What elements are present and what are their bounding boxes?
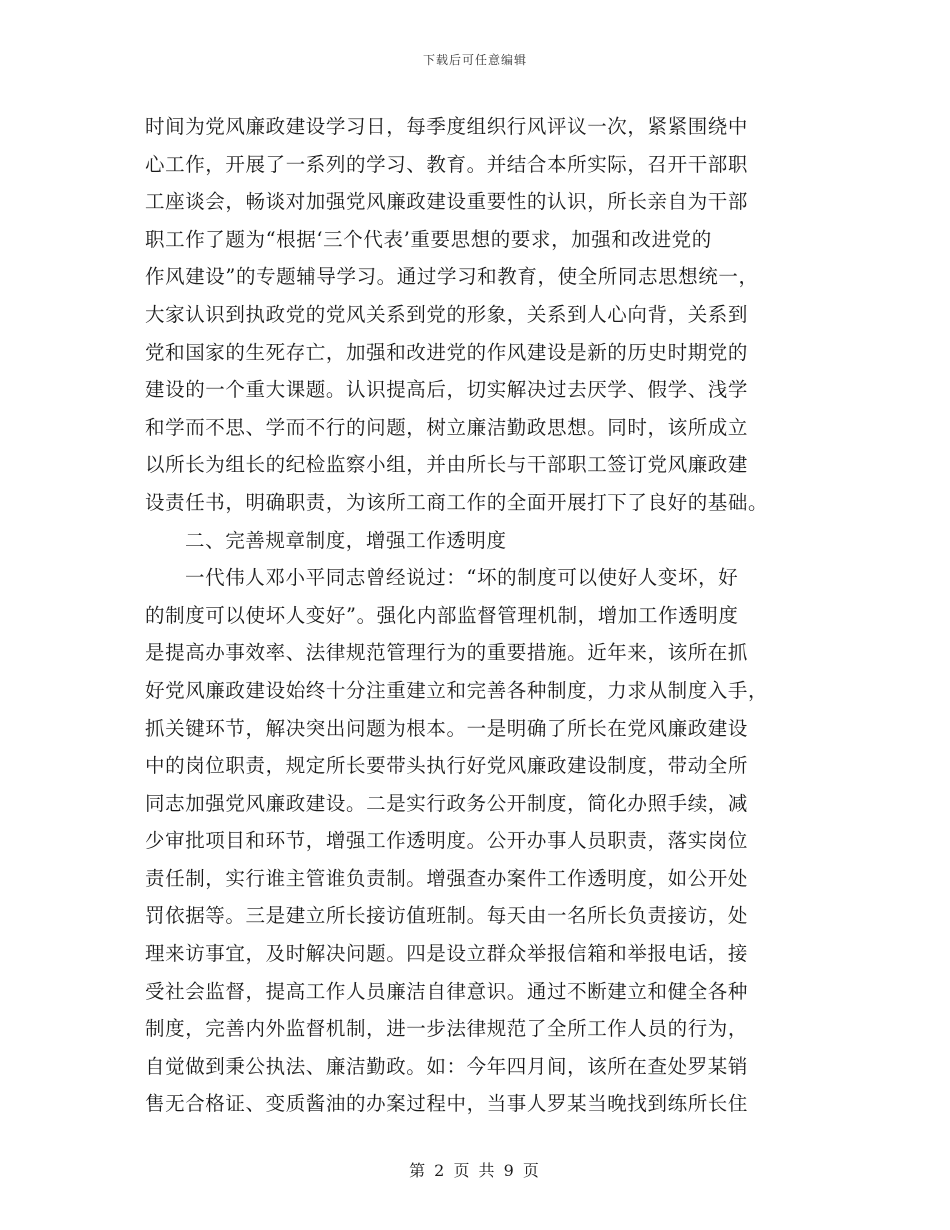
paragraph-line: 同志加强党风廉政建设。二是实行政务公开制度，简化办照手续，减	[145, 791, 749, 815]
paragraph-line: 理来访事宜，及时解决问题。四是设立群众举报信箱和举报电话，接	[145, 942, 749, 966]
paragraph-line: 是提高办事效率、法律规范管理行为的重要措施。近年来，该所在抓	[145, 641, 749, 665]
paragraph-line: 责任制，实行谁主管谁负责制。增强查办案件工作透明度，如公开处	[145, 866, 749, 890]
paragraph-line: 好党风廉政建设始终十分注重建立和完善各种制度，力求从制度入手，	[145, 678, 769, 702]
paragraph-line: 和学而不思、学而不行的问题，树立廉洁勤政思想。同时，该所成立	[145, 415, 749, 439]
paragraph-line: 建设的一个重大课题。认识提高后，切实解决过去厌学、假学、浅学	[145, 378, 749, 402]
paragraph-line: 心工作，开展了一系列的学习、教育。并结合本所实际，召开干部职	[145, 152, 749, 176]
paragraph-line: 中的岗位职责，规定所长要带头执行好党风廉政建设制度，带动全所	[145, 754, 749, 778]
paragraph-line: 的制度可以使坏人变好”。强化内部监督管理机制，增加工作透明度	[145, 603, 739, 627]
paragraph-line: 职工作了题为“根据‘三个代表’重要思想的要求，加强和改进党的	[145, 227, 712, 251]
paragraph-line: 售无合格证、变质酱油的办案过程中，当事人罗某当晚找到练所长住	[145, 1092, 749, 1116]
paragraph-line: 自觉做到秉公执法、廉洁勤政。如：今年四月间，该所在查处罗某销	[145, 1054, 749, 1078]
paragraph-line: 罚依据等。三是建立所长接访值班制。每天由一名所长负责接访，处	[145, 904, 749, 928]
paragraph-line: 一代伟人邓小平同志曾经说过：“坏的制度可以使好人变坏，好	[185, 566, 739, 590]
paragraph-line: 受社会监督，提高工作人员廉洁自律意识。通过不断建立和健全各种	[145, 979, 749, 1003]
page-number-footer: 第 2 页 共 9 页	[409, 1161, 541, 1180]
paragraph-line: 以所长为组长的纪检监察小组，并由所长与干部职工签订党风廉政建	[145, 453, 749, 477]
document-body	[145, 108, 805, 1123]
paragraph-line: 作风建设”的专题辅导学习。通过学习和教育，使全所同志思想统一，	[145, 265, 759, 289]
paragraph-line: 制度，完善内外监督机制，进一步法律规范了全所工作人员的行为，	[145, 1017, 749, 1041]
paragraph-line: 党和国家的生死存亡，加强和改进党的作风建设是新的历史时期党的	[145, 340, 749, 364]
paragraph-line: 设责任书，明确职责，为该所工商工作的全面开展打下了良好的基础。	[145, 490, 769, 514]
paragraph-line: 少审批项目和环节，增强工作透明度。公开办事人员职责，落实岗位	[145, 829, 749, 853]
page-header: 下载后可任意编辑	[422, 53, 527, 67]
paragraph-line: 抓关键环节，解决突出问题为根本。一是明确了所长在党风廉政建设	[145, 716, 749, 740]
section-heading: 二、完善规章制度，增强工作透明度	[185, 528, 507, 552]
paragraph-line: 时间为党风廉政建设学习日，每季度组织行风评议一次，紧紧围绕中	[145, 115, 749, 138]
paragraph-line: 大家认识到执政党的党风关系到党的形象，关系到人心向背，关系到	[145, 302, 749, 326]
paragraph-line: 工座谈会，畅谈对加强党风廉政建设重要性的认识，所长亲自为干部	[145, 190, 749, 214]
